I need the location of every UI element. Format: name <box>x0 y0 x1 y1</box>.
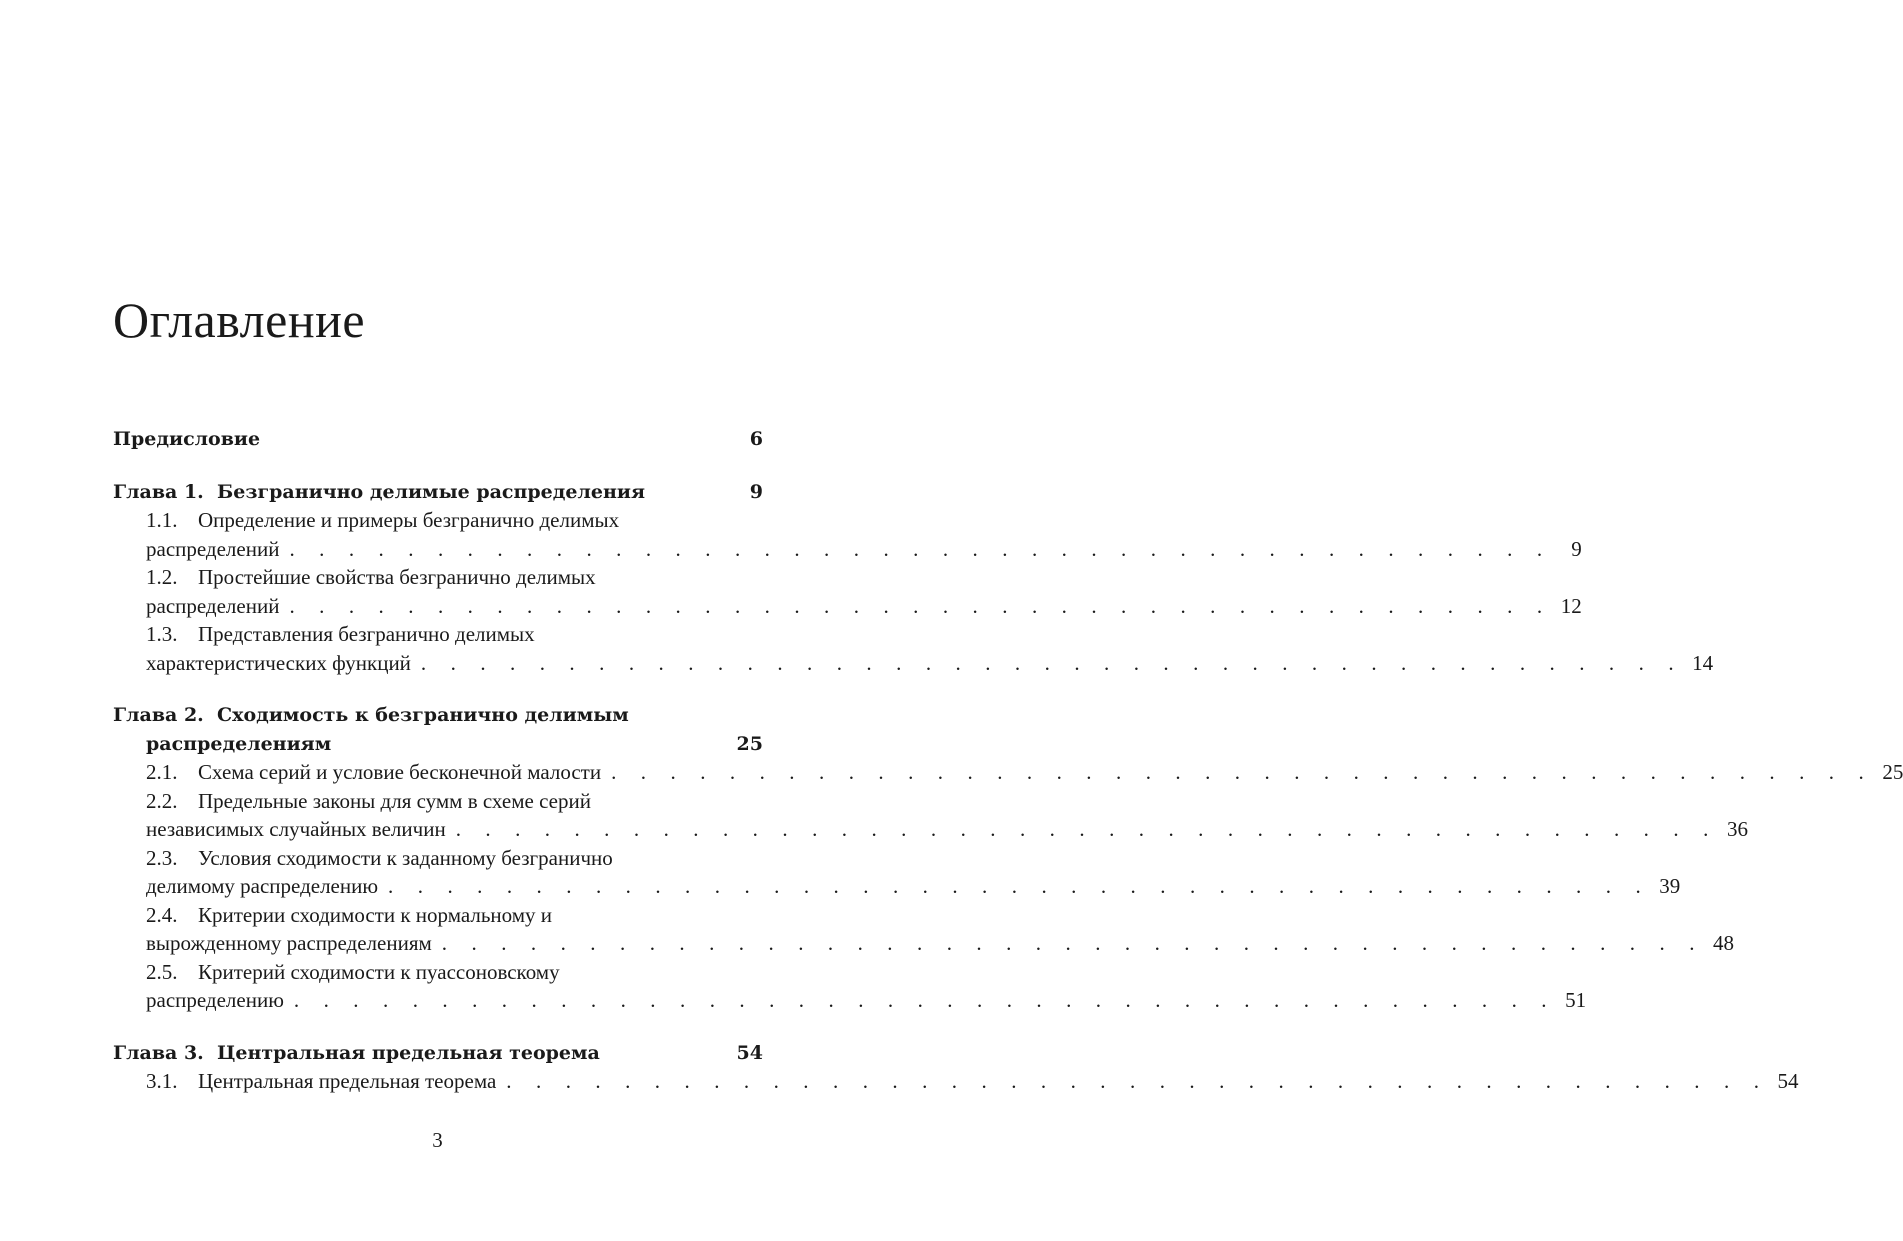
toc-chapter-1[interactable] <box>113 478 763 507</box>
section-title-line: распределению <box>146 988 284 1012</box>
section-title-line: независимых случайных величин <box>146 817 446 841</box>
section-title-line: Представления безгранично делимых <box>198 622 535 646</box>
toc-section-2-4[interactable]: 2.4. Критерии сходимости к нормальному и вырожденному распределениям . . . . . . . . . . . . . . . . . . . . . . . . . . . . . . . . . . . . . . . . . . . 48 <box>113 901 763 958</box>
section-number: 2.1. <box>146 760 178 784</box>
section-title-line: Предельные законы для сумм в схеме серий <box>198 788 591 813</box>
section-page: 12 <box>1560 593 1582 618</box>
section-number: 1.2. <box>146 565 178 589</box>
toc-section-2-1[interactable]: 2.1. Схема серий и условие бесконечной малости . . . . . . . . . . . . . . . . . . . . . . . . . . . . . . . . . . . . . . . . . . . 25 <box>113 758 763 787</box>
chapter-label: Глава 1. <box>113 480 204 503</box>
section-title-line: делимому распределению <box>146 874 379 898</box>
section-page: 25 <box>1882 760 1903 784</box>
section-title-line: распределений <box>146 536 280 561</box>
toc-section-2-2[interactable]: 2.2. Предельные законы для сумм в схеме серий независимых случайных величин . . . . . . . . . . . . . . . . . . . . . . . . . . . . . . . . . . . . . . . . . . . 36 <box>113 787 763 844</box>
section-title-line: Схема серий и условие бесконечной малости <box>198 760 602 784</box>
section-page: 54 <box>1777 1069 1799 1093</box>
section-title-line: Критерий сходимости к пуассоновскому <box>198 959 560 984</box>
chapter-title: Безгранично делимые распределения <box>217 480 646 503</box>
section-title-line: Критерии сходимости к нормальному и <box>198 902 553 927</box>
table-of-contents <box>113 425 1903 1096</box>
page-number: 3 <box>432 1128 443 1152</box>
section-number: 2.5. <box>146 959 178 984</box>
section-number: 1.1. <box>146 508 178 532</box>
section-title-line: Определение и примеры безгранично делимых <box>198 508 620 532</box>
section-page: 39 <box>1659 874 1681 898</box>
section-title-line: Простейшие свойства безгранично делимых <box>198 565 596 589</box>
chapter-page: 25 <box>736 732 763 755</box>
toc-preface-page: 6 <box>749 428 763 450</box>
chapter-page: 9 <box>749 480 763 503</box>
section-page: 14 <box>1692 650 1714 675</box>
section-number: 2.2. <box>146 788 178 813</box>
toc-chapter-2[interactable] <box>113 701 763 758</box>
toc-chapter-3[interactable] <box>113 1039 763 1068</box>
chapter-page: 54 <box>736 1041 763 1064</box>
toc-section-2-5[interactable]: 2.5. Критерий сходимости к пуассоновскому распределению . . . . . . . . . . . . . . . . . . . . . . . . . . . . . . . . . . . . . . . . . . . 51 <box>113 958 763 1015</box>
toc-section-2-3[interactable]: 2.3. Условия сходимости к заданному безгранично делимому распределению . . . . . . . . . . . . . . . . . . . . . . . . . . . . . . . . . . . . . . . . . . . 39 <box>113 844 763 901</box>
chapter-title: распределениям <box>146 732 332 755</box>
section-title-line: Центральная предельная теорема <box>198 1069 497 1093</box>
toc-section-1-1[interactable]: 1.1. Определение и примеры безгранично делимых распределений . . . . . . . . . . . . . . . . . . . . . . . . . . . . . . . . . . . . . . . . . . . 9 <box>113 506 763 563</box>
section-title-line: характеристических функций <box>146 650 411 675</box>
chapter-label: Глава 2. <box>113 704 204 726</box>
toc-section-1-3[interactable]: 1.3. Представления безгранично делимых характеристических функций . . . . . . . . . . . . . . . . . . . . . . . . . . . . . . . . . . . . . . . . . . . 14 <box>113 620 763 677</box>
section-number: 3.1. <box>146 1069 178 1093</box>
section-page: 51 <box>1565 988 1587 1012</box>
section-number: 1.3. <box>146 622 178 646</box>
section-title-line: вырожденному распределениям <box>146 931 432 955</box>
section-title-line: распределений <box>146 593 280 618</box>
section-title-line: Условия сходимости к заданному безгранично <box>198 845 613 870</box>
section-page: 9 <box>1571 536 1582 561</box>
page-title: Оглавление <box>113 292 366 348</box>
toc-preface-title: Предисловие <box>113 428 261 450</box>
toc-section-3-1[interactable]: 3.1. Центральная предельная теорема . . . . . . . . . . . . . . . . . . . . . . . . . . . . . . . . . . . . . . . . . . . 54 <box>113 1067 763 1096</box>
section-page: 48 <box>1713 931 1735 955</box>
chapter-title: Сходимость к безгранично делимым <box>217 704 629 726</box>
chapter-title: Центральная предельная теорема <box>217 1041 600 1064</box>
chapter-label: Глава 3. <box>113 1041 204 1064</box>
section-number: 2.4. <box>146 902 178 927</box>
section-number: 2.3. <box>146 845 178 870</box>
toc-section-1-2[interactable]: 1.2. Простейшие свойства безгранично делимых распределений . . . . . . . . . . . . . . . . . . . . . . . . . . . . . . . . . . . . . . . . . . . 12 <box>113 563 763 620</box>
toc-preface[interactable] <box>113 425 763 454</box>
section-page: 36 <box>1726 817 1748 841</box>
